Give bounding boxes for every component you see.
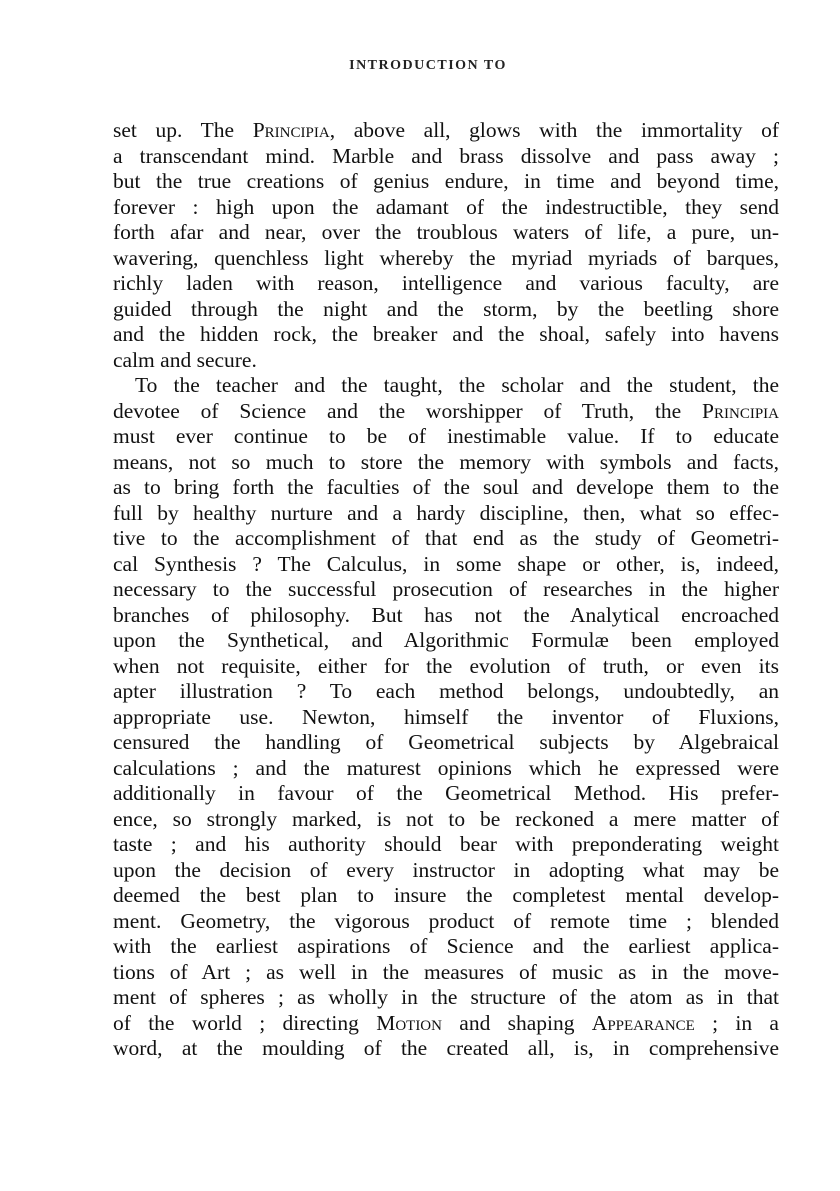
text-segment: censured the handling of Geometrical subjects by Algebraical — [113, 730, 779, 754]
text-line — [113, 322, 779, 348]
text-segment: of the world ; directing — [113, 1010, 377, 1035]
text-line — [113, 169, 779, 195]
text-line — [113, 1011, 779, 1037]
text-segment: appropriate use. Newton, himself the inventor of Fluxions, — [113, 704, 779, 729]
text-line — [113, 144, 779, 170]
text-segment: ment. Geometry, the vigorous product of remote time ; blended — [113, 908, 779, 933]
text-segment: but the true creations of genius endure, in time and beyond time, — [113, 169, 779, 193]
text-line — [113, 628, 779, 654]
text-line — [113, 756, 779, 782]
text-line — [113, 577, 779, 603]
text-segment: tive to the accomplishment of that end as the study of Geometri- — [113, 526, 779, 550]
text-line — [113, 118, 779, 144]
text-line — [113, 654, 779, 680]
text-segment: calm and secure. — [113, 347, 257, 372]
text-segment: richly laden with reason, intelligence and various faculty, are — [113, 271, 779, 295]
text-line — [113, 450, 779, 476]
text-segment: additionally in favour of the Geometrical Method. His prefer- — [113, 781, 779, 805]
text-line — [113, 246, 779, 272]
text-line — [113, 730, 779, 756]
text-segment: full by healthy nurture and a hardy discipline, then, what so effec- — [113, 500, 779, 525]
text-line — [113, 501, 779, 527]
text-segment: devotee of Science and the worshipper of Truth, the — [113, 398, 703, 423]
text-segment: wavering, quenchless light whereby the myriad myriads of barques, — [113, 245, 779, 270]
text-segment: must ever continue to be of inestimable value. If to educate — [113, 424, 779, 448]
text-segment: forth afar and near, over the troublous waters of life, a pure, un- — [113, 220, 779, 244]
page-body-text — [113, 118, 779, 1062]
text-line — [113, 679, 779, 705]
small-caps-term: Principia — [702, 398, 779, 423]
text-segment: a transcendant mind. Marble and brass dissolve and pass away ; — [113, 143, 779, 168]
text-line — [113, 960, 779, 986]
text-line — [113, 526, 779, 552]
small-caps-term: Principia — [252, 118, 330, 142]
text-line — [113, 603, 779, 629]
text-line — [113, 373, 779, 399]
text-line — [113, 271, 779, 297]
small-caps-term: Appearance — [591, 1010, 695, 1035]
text-line — [113, 705, 779, 731]
text-segment: tions of Art ; as well in the measures of music as in the move- — [113, 959, 779, 984]
text-line — [113, 832, 779, 858]
text-segment: ence, so strongly marked, is not to be reckoned a mere matter of — [113, 806, 779, 831]
running-header: INTRODUCTION TO — [349, 58, 507, 73]
text-line — [113, 220, 779, 246]
text-line — [113, 985, 779, 1011]
text-segment: To the teacher and the taught, the scholar and the student, the — [135, 373, 779, 397]
text-line — [113, 297, 779, 323]
text-segment: set up. The — [113, 118, 253, 142]
text-segment: upon the decision of every instructor in adopting what may be — [113, 857, 779, 882]
text-line — [113, 424, 779, 450]
text-line — [113, 195, 779, 221]
text-line — [113, 909, 779, 935]
text-segment: as to bring forth the faculties of the soul and develope them to the — [113, 475, 779, 499]
text-line — [113, 883, 779, 909]
text-segment: ment of spheres ; as wholly in the structure of the atom as in that — [113, 985, 779, 1009]
text-line — [113, 552, 779, 578]
text-segment: ; in a — [694, 1010, 779, 1035]
text-line — [113, 399, 779, 425]
text-segment: when not requisite, either for the evolution of truth, or even its — [113, 653, 779, 678]
text-segment: cal Synthesis ? The Calculus, in some shape or other, is, indeed, — [113, 551, 779, 576]
text-segment: , above all, glows with the immortality of — [329, 118, 780, 142]
text-segment: and the hidden rock, the breaker and the shoal, safely into havens — [113, 322, 779, 346]
text-line — [113, 807, 779, 833]
text-segment: means, not so much to store the memory with symbols and facts, — [113, 449, 779, 474]
text-segment: guided through the night and the storm, by the beetling shore — [113, 296, 779, 321]
text-segment: taste ; and his authority should bear with preponderating weight — [113, 832, 779, 856]
small-caps-term: Motion — [376, 1010, 442, 1035]
text-segment: deemed the best plan to insure the completest mental develop- — [113, 883, 779, 907]
text-segment: word, at the moulding of the created all, is, in comprehensive — [113, 1036, 779, 1060]
text-segment: with the earliest aspirations of Science and the earliest applica- — [113, 934, 779, 958]
text-segment: forever : high upon the adamant of the indestructible, they send — [113, 194, 779, 219]
text-segment: branches of philosophy. But has not the Analytical encroached — [113, 602, 779, 627]
text-line — [113, 934, 779, 960]
text-line — [113, 858, 779, 884]
text-segment: apter illustration ? To each method belongs, undoubtedly, an — [113, 679, 779, 703]
text-segment: calculations ; and the maturest opinions which he expressed were — [113, 755, 779, 780]
text-segment: upon the Synthetical, and Algorithmic Formulæ been employed — [113, 628, 779, 652]
text-line — [113, 348, 779, 374]
text-segment: necessary to the successful prosecution of researches in the higher — [113, 577, 779, 601]
text-segment: and shaping — [441, 1010, 592, 1035]
text-line — [113, 781, 779, 807]
text-line — [113, 1036, 779, 1062]
text-line — [113, 475, 779, 501]
